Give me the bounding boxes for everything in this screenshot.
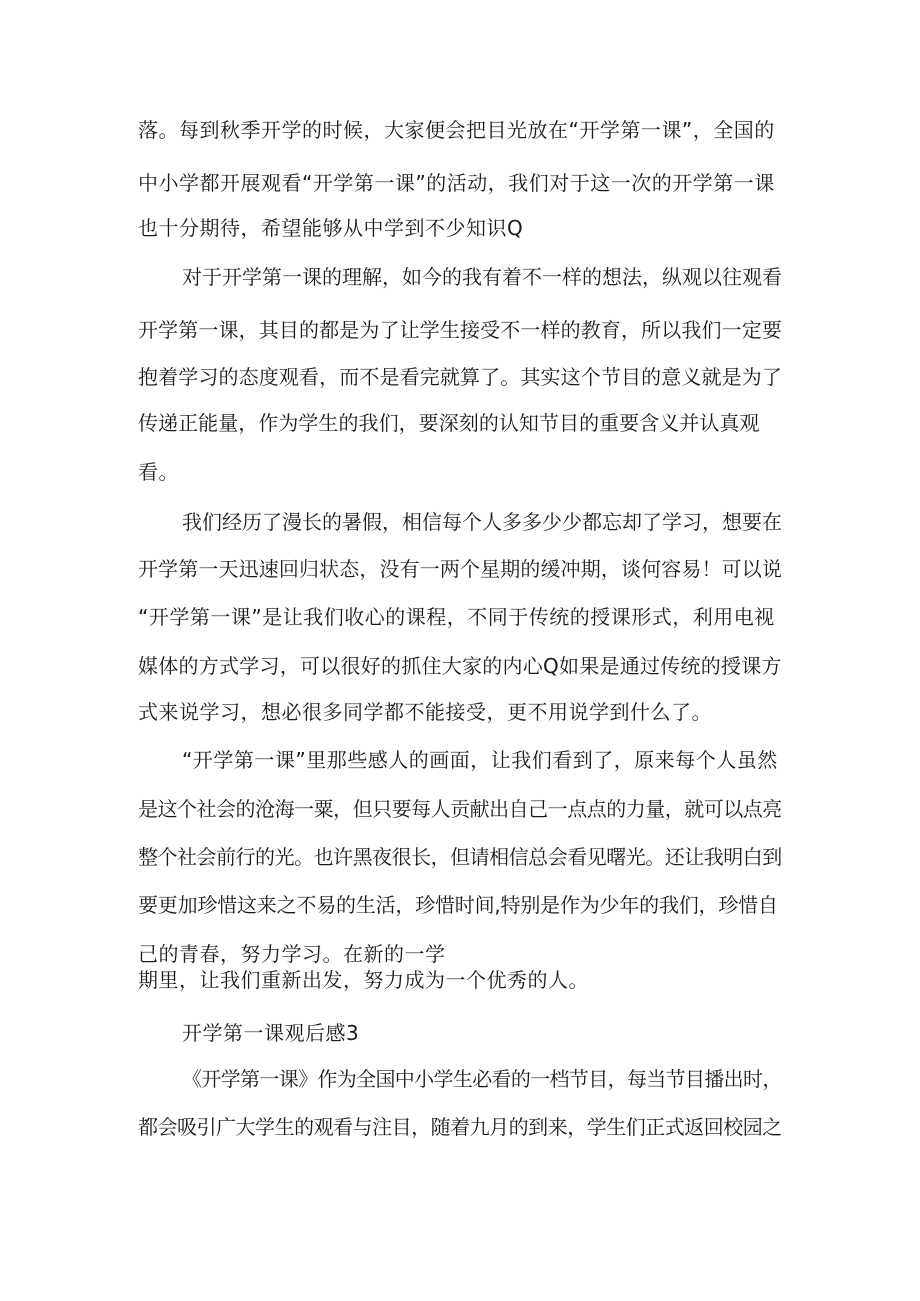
text-line: 是这个社会的沧海一粟，但只要每人贡献出自己一点点的力量，就可以点亮: [138, 797, 782, 821]
text-line: 中小学都开展观看“开学第一课”的活动，我们对于这一次的开学第一课: [138, 171, 775, 195]
text-line: 抱着学习的态度观看，而不是看完就算了。其实这个节目的意义就是为了: [138, 365, 782, 389]
text-line: “开学第一课”里那些感人的画面，让我们看到了，原来每个人虽然: [182, 748, 778, 772]
text-line: 整个社会前行的光。也许黑夜很长，但请相信总会看见曙光。还让我明白到: [138, 845, 782, 869]
text-line: 落。每到秋季开学的时候，大家便会把目光放在“开学第一课”，全国的: [138, 118, 775, 142]
text-line: 《开学第一课》作为全国中小学生必看的一档节目，每当节目播出时，: [182, 1067, 782, 1091]
text-line: 媒体的方式学习，可以很好的抓住大家的内心Q如果是通过传统的授课方: [138, 654, 782, 678]
text-line: 对于开学第一课的理解，如今的我有着不一样的想法，纵观以往观看: [182, 265, 782, 289]
text-line: 开学第一课，其目的都是为了让学生接受不一样的教育，所以我们一定要: [138, 318, 782, 342]
text-line: 期里，让我们重新出发，努力成为一个优秀的人。: [138, 968, 589, 992]
section-heading: 开学第一课观后感3: [182, 1021, 360, 1045]
text-line: 传递正能量，作为学生的我们，要深刻的认知节目的重要含义并认真观: [138, 411, 760, 435]
text-line: 式来说学习，想必很多同学都不能接受，更不用说学到什么了。: [138, 700, 712, 724]
text-line: 都会吸引广大学生的观看与注目，随着九月的到来，学生们正式返回校园之: [138, 1115, 782, 1139]
text-line: 要更加珍惜这来之不易的生活，珍惜时间,特别是作为少年的我们，珍惜自: [138, 893, 778, 917]
text-line: “开学第一课”是让我们收心的课程，不同于传统的授课形式，利用电视: [138, 605, 775, 629]
text-line: 看。: [138, 460, 179, 484]
text-line: 己的青春，努力学习。在新的一学: [138, 942, 446, 966]
text-line: 我们经历了漫长的暑假，相信每个人多多少少都忘却了学习，想要在: [182, 510, 782, 534]
text-line: 开学第一天迅速回归状态，没有一两个星期的缓冲期，谈何容易！可以说: [138, 557, 782, 581]
text-line: 也十分期待，希望能够从中学到不少知识Q: [138, 216, 524, 240]
